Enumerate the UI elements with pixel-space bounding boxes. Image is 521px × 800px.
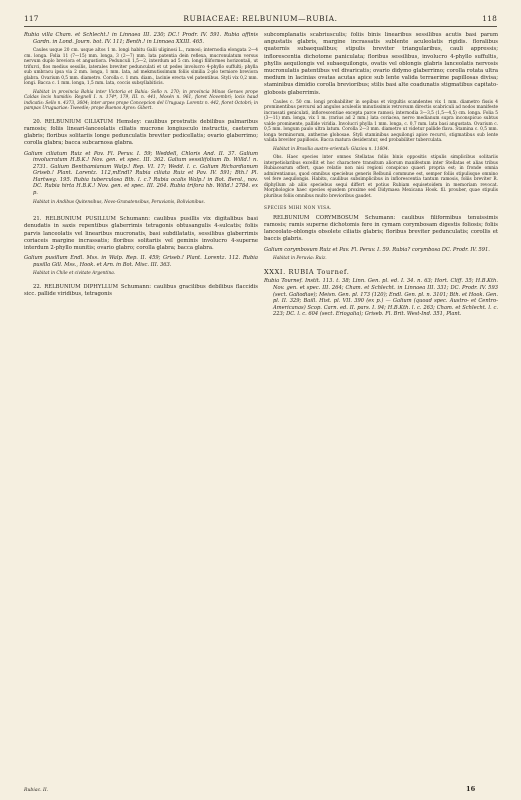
synonyms-top: Rubia villa Cham. et Schlecht.! in Linnaea III. 230; DC.! Prodr. IV. 591. Rubia affinis Gardn. in Lond. Journ. bot. IV. 111; Benth.! in Linnaea XXIII. 465. <box>24 32 258 45</box>
signature-mark: Rubiac. II. <box>24 788 49 793</box>
habitat-19: Habitat in provincia Bahia inter Victoria et Bahia: Sello n. 270; in provincia Minas Geraes prope Caldas locis humidis: Regnell I. n. 174*, 179, III. n. 441, Mosén n. 961, floret Novembri; locis haud indicatis: Sello n. 4373, 3604; inter arpes prope Concepcion del Uruguay: Lorentz n. 442, floret Octobri; in pampas Uruguariae: Tweedie; prope Buenos Ayres: Gibert. <box>24 89 258 112</box>
habitat-22: Habitat in Brasilia austro-orientali: Glaziou n. 11604. <box>273 146 390 152</box>
species-22 <box>24 284 258 298</box>
corymbosum-heading: RELBUNIUM CORYMBOSUM Schumann: <box>273 214 396 221</box>
rubia-literature: Rubia Tournef. Instit. 113. t. 38; Linn. Gen. pl. ed. I. 34. n. 63; Hort. Cliff. 35; H.B.Kth. Nov. gen. et spec. III. 264; Cham. et Schlecht. in Linnaea III. 331; DC. Prodr. IV. 593 (sect. Galiodiae); Meisn. Gen. pl. 173 (120); Endl. Gen. pl. n. 3101; Bth. et Hook. Gen. pl. II. 329; Baill. Hist. pl. VII. 390 (ex p.) — Galium (quoad spec. Austro- et Centro-Americanas) Scop. Carn. ed. II. pars. I. 94; H.B.Kth. l. c. 263; Cham. et Schlecht. l. c. 223; DC. l. c. 604 (sect. Eriogalia); Griseb. Fl. Brit. West-Ind. 351, Plant. <box>264 278 498 318</box>
habitat-21: Habitat in Chile et civitate Argentina. <box>33 271 116 277</box>
habitat-20: Habitat in Andibus Quitensibus, Novo-Granatensibus, Peruvianis, Bolivianibus. <box>33 199 205 205</box>
synonyms-20: Galium ciliatum Ruiz et Pav. Fl. Peruv. I. 59; Weddell, Chloris And. II. 37. Galium involucratum H.B.K.! Nov. gen. et spec. III. 362. Galium sessilifolium Ib. Willd.! n. 2731. Galium Benthamianum Walp.! Rep. VI. 17; Wedd. l. c. Galium Richardianum Griseb.! Plant. Lorentz. 112,mEndl? Rubia ciliata Ruiz et Pav. IV. 591; Bth.! Pl. Hartweg. 195. Rubia tuberculosa Bth. l. c.? Rubia ocalis Walp.! in Bot. Berol., nov. DC. Rubia hirta H.B.K.! Nov. gen. et spec. III. 264. Rubia trifora hb. Willd.! 2784. ex p. <box>24 150 258 197</box>
right-column <box>264 32 498 321</box>
sheet-number: 16 <box>466 785 476 793</box>
species-21 <box>24 216 258 252</box>
left-column <box>24 32 258 301</box>
genus-heading-rubia: XXXI. RUBIA Tournef. <box>264 267 350 276</box>
species-corymbosum <box>264 215 498 244</box>
species-non-visa-heading: SPECIES MIHI NON VISA. <box>264 206 332 212</box>
header-rule <box>24 26 497 27</box>
species-20-heading: 20. RELBUNIUM CILIATUM Hemsley: <box>33 118 142 125</box>
running-title: RUBIACEAE: RELBUNIUM—RUBIA. <box>183 14 338 23</box>
species-20 <box>24 119 258 148</box>
description-19: Caules usque 20 cm. usque altos 1 m. longi habitu Galii uliginosi L., ramosi; internodia elongata 2—4 cm. longa. Folia 11 (7—15) mm. longa, 3 (2—7) mm. lata patentia dein reflexa, mucronulatum versus nervum duplo breviora et angustiora. Pedunculi 1,5—2, interdum ad 5 cm. longi filiformes horizontali, ut trifurci, flos medius sessilis, laterales breviter pedunculati et ut pedes involucro 4-phyllo suffulti; phylla sub umbracu ipsa via 2 mm. longa, 1 mm. lata, ad mekmutissimum foliis similia 2-plo terniore breviora glabra. Ovarium 0,5 mm. diametro. Corolla c. 1 mm. diam., lacinie erecta vel patentibus. Styli vix 0,2 mm. longi. Bacca c. 1 mm. longa, 1,5 mm. lata, coccis subsyllabiticis. <box>24 48 258 87</box>
species-22-heading: 22. RELBUNIUM DIPHYLLUM Schumann: <box>33 283 152 290</box>
species-21-heading: 21. RELBUNIUM PUSILLUM Schumann: <box>33 216 150 223</box>
page-number-left: 117 <box>24 14 39 23</box>
observation-22: Obs. Haec species inter omnes Stellatas foliis binis oppositis stipulis simplicibus solitariis interpetiolaribus excellit et hoc charactere transitum aliorum manifestum inter Stellatas et alias tribus Rubiacearum offert, quae relatio non nisi regioni conspicuo quaeri propria est; in fronde omnia admirentianus, quod omnibus speciebus generis Relbunii commune est, semper foliis stipulisque omnino vel fere aequilongis. Habitu, caulibus subsimplicibus in inflorescentia tantum ramosis, foliis breviter R. diphyllum ab aliis speciebus sequi differt et potius Rubiam equisetoidem in memoriam revocat. Morphologice haec species ejusdem proxime sed Didymaea Mexicana Hook. fil. prouber, quae stipulis pluribus foliis omnibus multo brevioribus gaudet. <box>264 155 498 199</box>
page-number-right: 118 <box>482 14 497 23</box>
species-22-diagnosis: caulibus gracilibus debilibus flaccidis sicc. pallide viridibus, tetragonis <box>24 283 259 298</box>
species-21-diagnosis: caulibus pusillis vix digitalibus basi denudatis in saxis repentibus glaberrimis tetragonis obtusangulis 4-sulcatis; foliis parvis lanceolatis vel linearibus mucronatis, basi subdilatatis, sessilibus glaberrimis coriaceis margine incrassatis; floribus solitariis vel geminis involucro 4-superne interdum 2-phyllo munitis; ovario glabro; corolla glabra; bacca glabra. <box>24 216 258 251</box>
corymbosum-diagnosis: caulibus filiformibus tenuissimis ramosis; ramis superne dichotomis fere in cymam corymbosam digestis foliosis; foliis lanceolato-oblongis obsolete ciliatis glabris; floribus breviter pedunculatis; corollis et baccis glabris. <box>264 214 498 243</box>
synonyms-corymbosum: Galium corymbosum Ruiz et Pav. Fl. Peruv. I. 59. Rubia? corymbosa DC. Prodr. IV. 591. <box>264 246 490 253</box>
habitat-corymbosum: Habitat in Peruvia: Ruiz. <box>273 256 327 262</box>
description-22: Caules c. 50 cm. longi probabiliter in sepibus et virgultis scandentes vix 1 mm. diametro fissis 4 prominentibus percursi ad angulos aculeolis minutissimis retrorsum directis scabriculi ad nodos manifeste incrassati geniculati, inflorescentiae excepta parce ramosi; internodia 3—3,5 (1,5—4,5) cm. longa. Folia 5 (3—11) mm. longa, vix 1 m. (rarius ad 2 mm.) lata coriacea, nervo medianum supra inconspicuo subtus valde prominente, pallide viridia. Involucri phylla 1 mm. longa, c. 0,7 mm. lata basi angustata. Ovarium c. 0,5 mm. longum paulo ultra latum. Corolla 2—3 mm. diametro ut videtur pallide flava. Stamina c. 0,5 mm. longa terminorum, antherae globosae. Styli staminibus aequilongi apice recurvi, stigmatibus sub lente valida breviter papillosis. Bacca matura desideratur, sed probabiliter tuberculata. <box>264 99 498 144</box>
species-20-diagnosis: caulibus prostratis debilibus palmaribus ramosis; foliis lineari-lanceolatis ciliatis mucrone longiusculo instructis, caeterum glabris; floribus solitariis longe pedunculatis breviter pedicellatis; ovario glaberrimo; corolla glabra; bacca subcarnosa glabra. <box>24 118 259 147</box>
synonyms-21: Galium pusillum Endl. Mss. in Walp. Rep. II. 459; Griseb.! Plant. Lorentz. 112. Rubia pusilla Gill. Mss., Hook. et Arn. in Bot. Misc. III. 363. <box>24 255 258 268</box>
species-22-diagnosis-continued: subcomplanatis scabriusculis; foliis binis linearibus sessilibus acutis basi parum angustatis glabris, margine incrassatis sublente aculeolatis rigidis. floralibus quaternis subaequalibus; stipulis breviter triangularibus, cauli appressis; inflorescentia dichotome paniculata; floribus sessilibus, involucro 4-phyllo suffultis, phyllis aequilongis vel subaequilongis, ovatis vel oblongis glabris lanceolatis nervosis mucronulatis patentibus vel divaricatis; ovario didymo glaberrimo; corolla rotata ultra medium in lacinias ovatas acutas apice sub lente valida terraerime papillosas divisa; staminibus dimidio corolla brevioribus; stilis basi alte coadunatis stigmatibus capitato-globosis glaberrimis. <box>264 32 498 96</box>
